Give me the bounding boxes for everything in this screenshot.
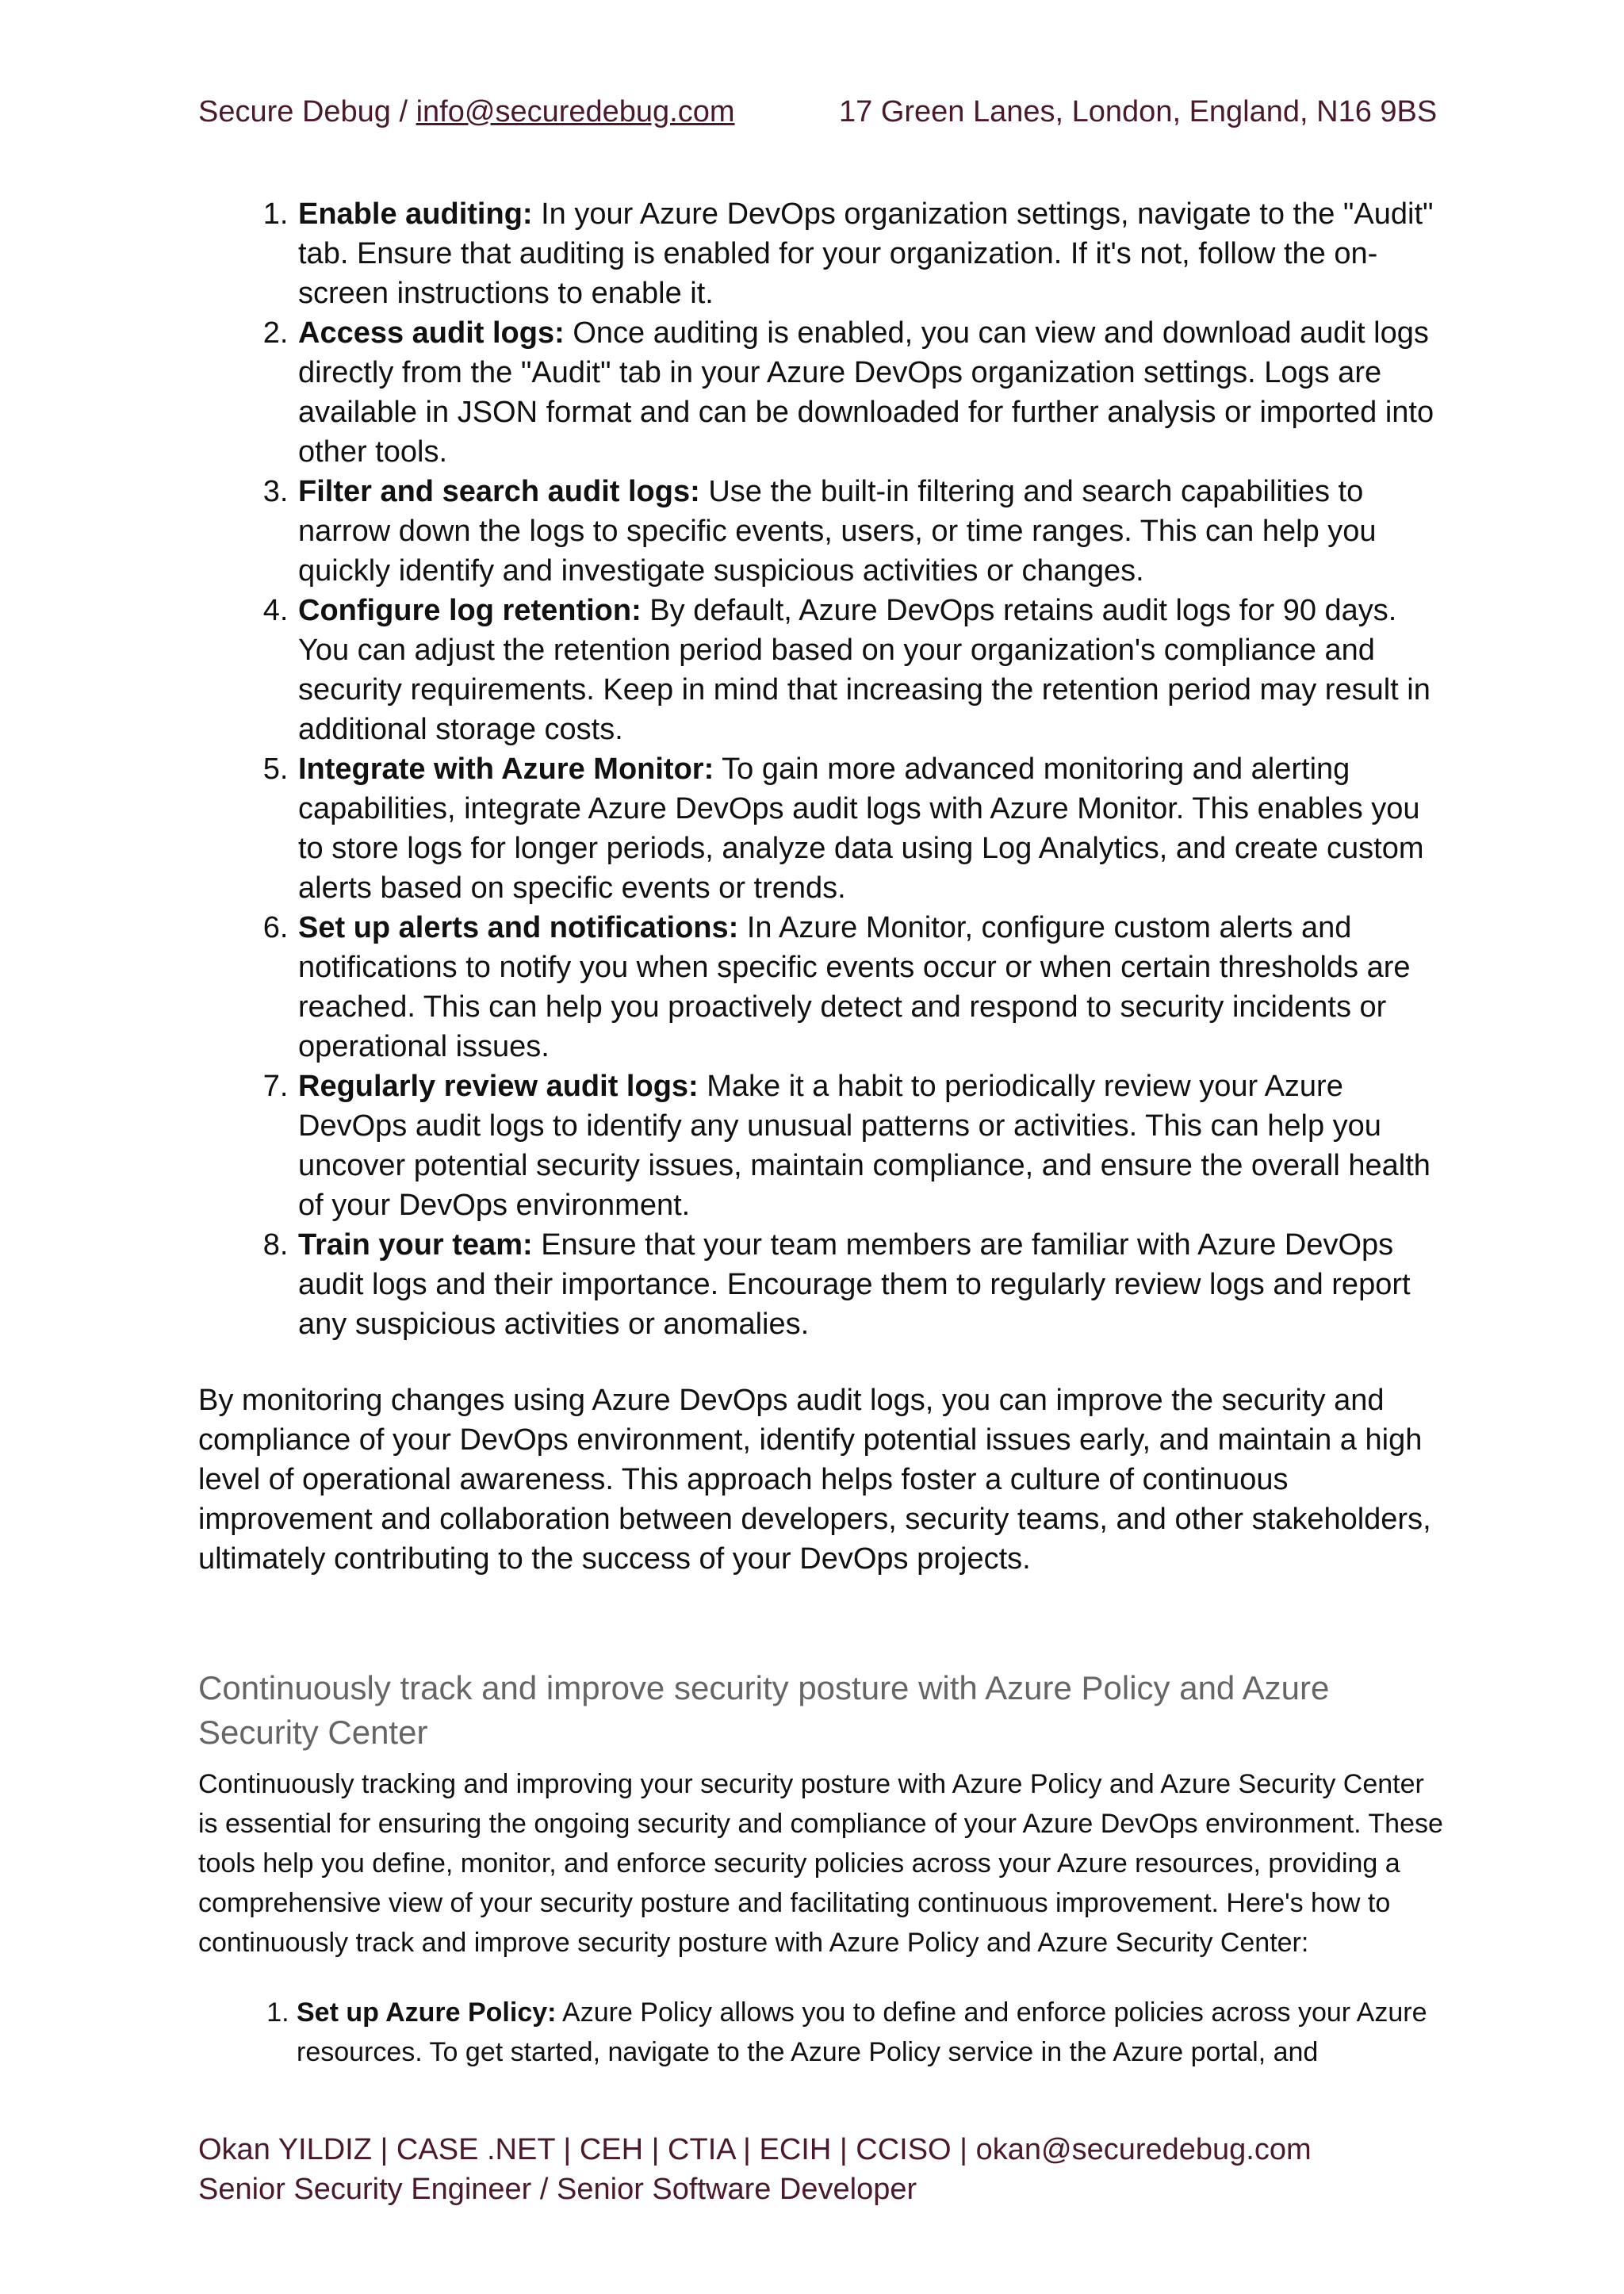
header-company-contact bbox=[198, 95, 735, 129]
header-address: 17 Green Lanes, London, England, N16 9BS bbox=[839, 95, 1438, 128]
section-intro-paragraph: Continuously tracking and improving your security posture with Azure Policy and Azure Security Center is essential for ensuring the ongoing security and compliance of your Azure DevOps environment. These tools help you define, monitor, and enforce security policies across your Azure resources, providing a comprehensive view of your security posture and facilitating continuous improvement. Here's how to continuously track and improve security posture with Azure Policy and Azure Security Center: bbox=[198, 1769, 1443, 1958]
header-email-link[interactable]: info@securedebug.com bbox=[416, 95, 735, 128]
summary-paragraph: By monitoring changes using Azure DevOps audit logs, you can improve the security and compliance of your DevOps environment, identify potential issues early, and maintain a high level of operational awareness. This approach helps foster a culture of continuous improvement and collaboration between developers, security teams, and other stakeholders, ultimately contributing to the success of your DevOps projects. bbox=[198, 1384, 1431, 1576]
list-item bbox=[297, 591, 1443, 749]
list-item bbox=[297, 194, 1443, 313]
list-item-text: By default, Azure DevOps retains audit logs for 90 days. You can adjust the retention period based on your organization's compliance and security requirements. Keep in mind that increasing the retention period may result in additional storage costs. bbox=[298, 594, 1431, 746]
list-item-text: In Azure Monitor, configure custom alerts and notifications to notify you when specific events occur or when certain thresholds are reached. This can help you proactively detect and respond to security incidents or operational issues. bbox=[298, 911, 1411, 1063]
list-item-text: Azure Policy allows you to define and enforce policies across your Azure resources. To get started, navigate to the Azure Policy service in the Azure portal, and bbox=[297, 1997, 1427, 2067]
policy-steps-list bbox=[198, 1993, 1443, 2072]
list-item-text: Once auditing is enabled, you can view and download audit logs directly from the "Audit" tab in your Azure DevOps organization settings. Logs are available in JSON format and can be downloaded for further analysis or imported into other tools. bbox=[298, 316, 1434, 469]
footer-role-line: Senior Security Engineer / Senior Software Developer bbox=[198, 2173, 917, 2206]
list-item-title: Filter and search audit logs: bbox=[298, 475, 700, 508]
list-item-title: Train your team: bbox=[298, 1228, 533, 1262]
list-item-text: Use the built-in filtering and search capabilities to narrow down the logs to specific events, users, or time ranges. This can help you quickly identify and investigate suspicious activities or changes. bbox=[298, 475, 1377, 588]
list-item bbox=[297, 472, 1443, 591]
list-item-title: Set up Azure Policy: bbox=[297, 1997, 557, 2028]
list-item-title: Access audit logs: bbox=[298, 316, 565, 350]
audit-steps-list bbox=[198, 194, 1443, 1344]
document-body bbox=[198, 194, 1443, 2072]
list-item-title: Configure log retention: bbox=[298, 594, 642, 627]
list-item bbox=[297, 908, 1443, 1067]
list-item-text: In your Azure DevOps organization settings, navigate to the "Audit" tab. Ensure that auditing is enabled for your organization. If it's not, follow the on-screen instructions to enable it. bbox=[298, 197, 1434, 310]
page-header bbox=[198, 95, 1443, 143]
list-item-text: Make it a habit to periodically review your Azure DevOps audit logs to identify any unusual patterns or activities. This can help you uncover potential security issues, maintain compliance, and ensure the overall health of your DevOps environment. bbox=[298, 1070, 1431, 1222]
list-item bbox=[297, 749, 1443, 908]
list-item-title: Regularly review audit logs: bbox=[298, 1070, 699, 1103]
list-item-title: Set up alerts and notifications: bbox=[298, 911, 739, 944]
footer-author-line: Okan YILDIZ | CASE .NET | CEH | CTIA | ECIH | CCISO | okan@securedebug.com bbox=[198, 2133, 1312, 2166]
section-heading: Continuously track and improve security posture with Azure Policy and Azure Security Center bbox=[198, 1669, 1330, 1751]
list-item bbox=[297, 313, 1443, 472]
page-footer bbox=[198, 2130, 1443, 2209]
list-item bbox=[297, 1067, 1443, 1225]
list-item bbox=[297, 1993, 1443, 2072]
list-item-text: To gain more advanced monitoring and alerting capabilities, integrate Azure DevOps audit logs with Azure Monitor. This enables you to store logs for longer periods, analyze data using Log Analytics, and create custom alerts based on specific events or trends. bbox=[298, 753, 1424, 905]
list-item bbox=[297, 1225, 1443, 1344]
list-item-title: Integrate with Azure Monitor: bbox=[298, 753, 714, 786]
header-company: Secure Debug / bbox=[198, 95, 416, 128]
list-item-title: Enable auditing: bbox=[298, 197, 533, 231]
list-item-text: Ensure that your team members are familiar with Azure DevOps audit logs and their importance. Encourage them to regularly review logs and report any suspicious activities or anomalies. bbox=[298, 1228, 1411, 1341]
